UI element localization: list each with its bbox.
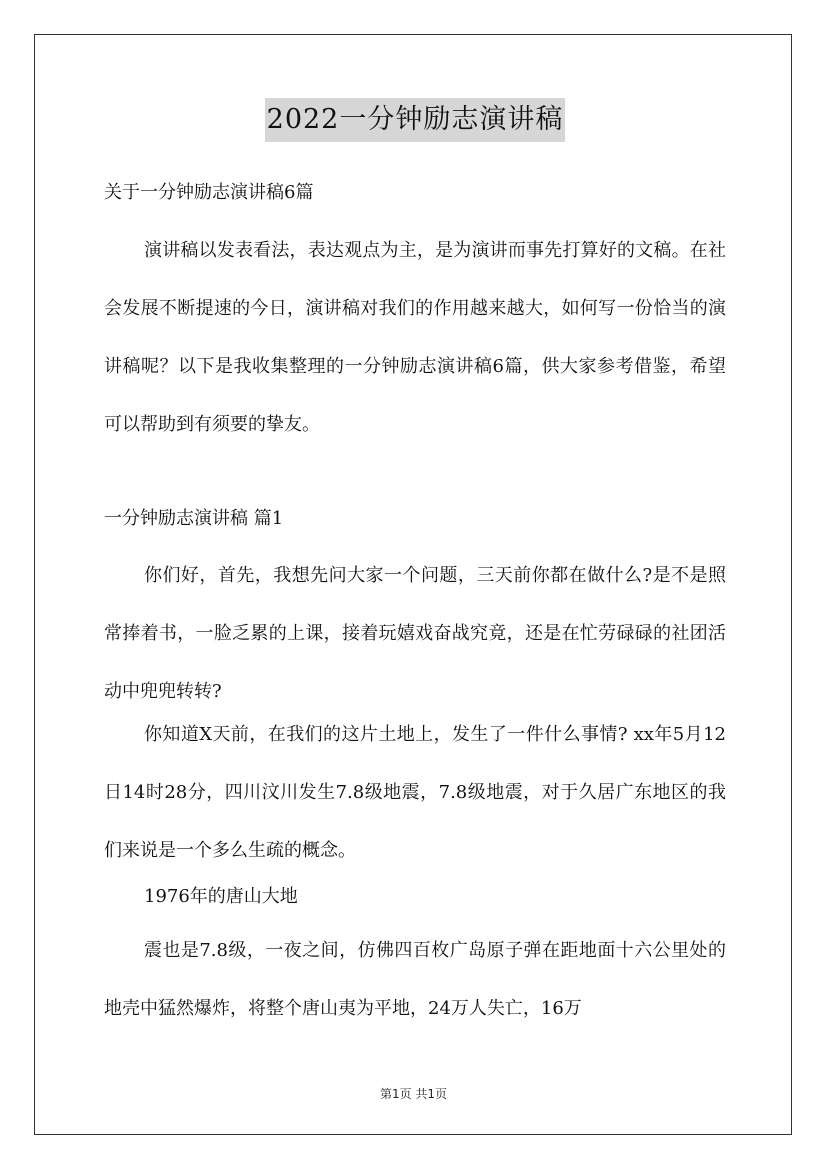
body-paragraph-2: 你知道X天前，在我们的这片土地上，发生了一件什么事情? xx年5月12日14时28分，四川汶川发生7.8级地震，7.8级地震，对于久居广东地区的我们来说是一个多么生疏的概念。 bbox=[104, 724, 726, 861]
title-container bbox=[104, 98, 726, 142]
document-title: 2022一分钟励志演讲稿 bbox=[265, 98, 566, 142]
intro-paragraph: 演讲稿以发表看法，表达观点为主，是为演讲而事先打算好的文稿。在社会发展不断提速的今日，演讲稿对我们的作用越来越大，如何写一份恰当的演讲稿呢？以下是我收集整理的一分钟励志演讲稿6篇，供大家参考借鉴，希望可以帮助到有须要的挚友。 bbox=[104, 240, 726, 435]
document-subtitle: 关于一分钟励志演讲稿6篇 bbox=[104, 182, 314, 203]
body-paragraph-4: 震也是7.8级，一夜之间，仿佛四百枚广岛原子弹在距地面十六公里处的地壳中猛然爆炸，将整个唐山夷为平地，24万人失亡，16万 bbox=[104, 940, 726, 1019]
body-paragraph-1: 你们好，首先，我想先问大家一个问题，三天前你都在做什么?是不是照常捧着书，一脸乏累的上课，接着玩嬉戏奋战究竟，还是在忙劳碌碌的社团活动中兜兜转转? bbox=[104, 565, 726, 702]
section-heading: 一分钟励志演讲稿 篇1 bbox=[104, 508, 284, 529]
page-footer: 第1页 共1页 bbox=[379, 1087, 448, 1101]
body-paragraph-3: 1976年的唐山大地 bbox=[144, 886, 298, 907]
